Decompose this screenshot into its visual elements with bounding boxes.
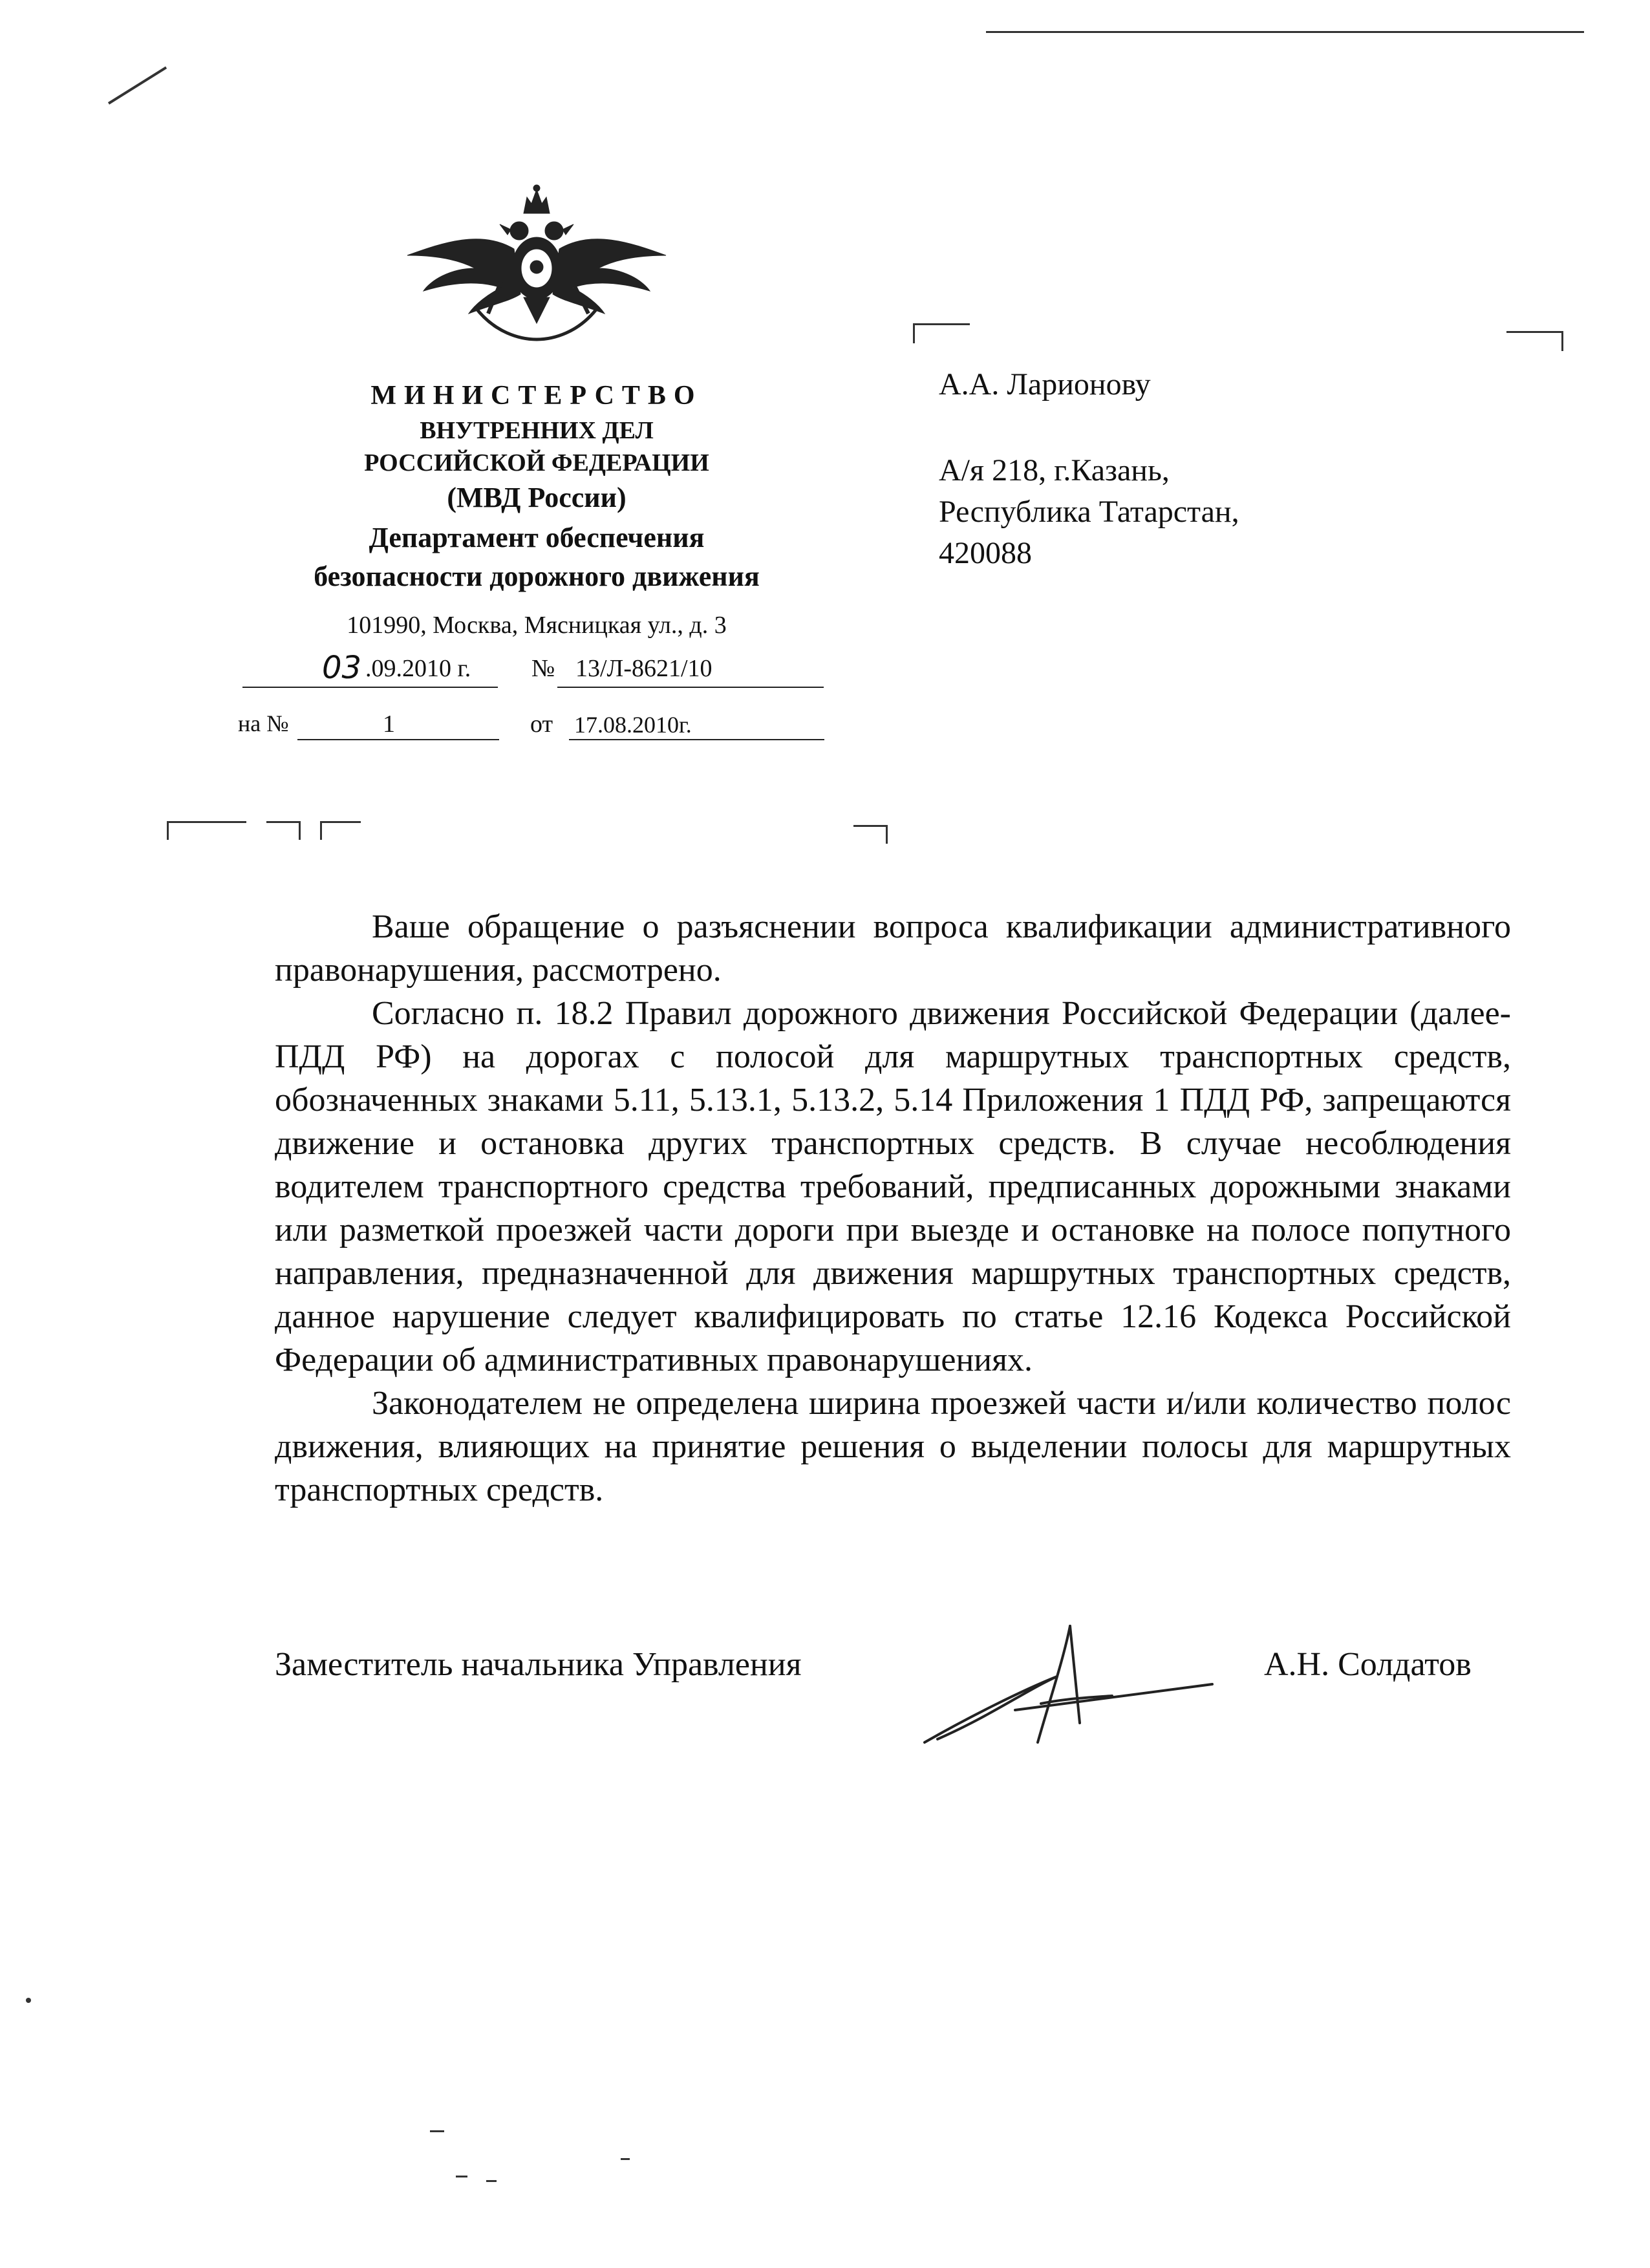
scan-mark-speck [456,2176,467,2177]
body-paragraph-2: Согласно п. 18.2 Правил дорожного движения Российской Федерации (далее- ПДД РФ) на дорогах с полосой для маршрутных транспортных средств, обозначенных знаками 5.11, 5.13.1, 5.13.2, 5.14 Приложения 1 ПДД РФ, запрещаются движение и остановка других транспортных средств. В случае несоблюдения водителем транспортного средства требований, предписанных дорожными знаками или разметкой проезжей части дороги при выезде и остановке на полосе попутного направления, предназначенной для движения маршрутных транспортных средств, данное нарушение следует квалифицировать по статье 12.16 Кодекса Российской Федерации об административных правонарушениях. [275,995,1511,1378]
subject-corner-left [167,821,246,840]
recipient-address-line-1: А/я 218, г.Казань, [939,453,1170,487]
ministry-abbreviation: (МВД России) [447,482,627,513]
reference-from-label: от [530,711,553,738]
handwritten-signature-icon [918,1620,1228,1749]
department-address: 101990, Москва, Мясницкая ул., д. 3 [347,612,727,639]
double-headed-eagle-emblem-icon [404,184,669,343]
letter-body [275,905,1511,1512]
recipient-postcode: 420088 [939,536,1032,570]
ministry-subtitle-federation: РОССИЙСКОЙ ФЕДЕРАЦИИ [364,449,709,476]
scan-mark-top-line [986,31,1584,33]
body-paragraph-1: Ваше обращение о разъяснении вопроса квалификации административного правонарушения, рассмотрено. [275,908,1511,989]
outgoing-date: .09.2010 г. [365,655,471,682]
recipient-corner-top-right [1506,331,1563,351]
recipient-corner-top-left [913,323,970,343]
outgoing-date-handwritten: 03 [322,650,362,686]
reference-number-underline [297,739,499,740]
outgoing-number: 13/Л-8621/10 [575,655,712,682]
scan-mark-speck [621,2158,630,2160]
department-name-line-1: Департамент обеспечения [369,522,705,553]
outgoing-date-underline [242,687,498,688]
subject-corner-right [853,825,888,844]
reference-number-label: на № [238,711,289,736]
subject-corner-mid-left [320,821,361,840]
recipient-address-line-2: Республика Татарстан, [939,495,1239,529]
scan-mark-speck [26,1998,31,2003]
reference-date: 17.08.2010г. [574,712,692,738]
signatory-position: Заместитель начальника Управления [275,1646,802,1683]
ministry-title: МИНИСТЕРСТВО [370,381,703,411]
ministry-subtitle-internal-affairs: ВНУТРЕННИХ ДЕЛ [420,417,654,444]
scan-mark-pen-stroke [108,67,167,105]
reference-number: 1 [383,711,395,738]
scan-mark-speck [430,2130,444,2132]
body-paragraph-3: Законодателем не определена ширина проезжей части и/или количество полос движения, влияющих на принятие решения о выделении полосы для маршрутных транспортных средств. [275,1385,1511,1508]
signatory-name: А.Н. Солдатов [1264,1646,1472,1683]
department-name-line-2: безопасности дорожного движения [314,561,760,592]
reference-date-underline [569,739,824,740]
scan-mark-speck [486,2180,497,2182]
recipient-name: А.А. Ларионову [939,367,1151,401]
outgoing-number-label: № [531,655,555,682]
outgoing-number-underline [557,687,824,688]
subject-corner-mid-right [266,821,301,840]
